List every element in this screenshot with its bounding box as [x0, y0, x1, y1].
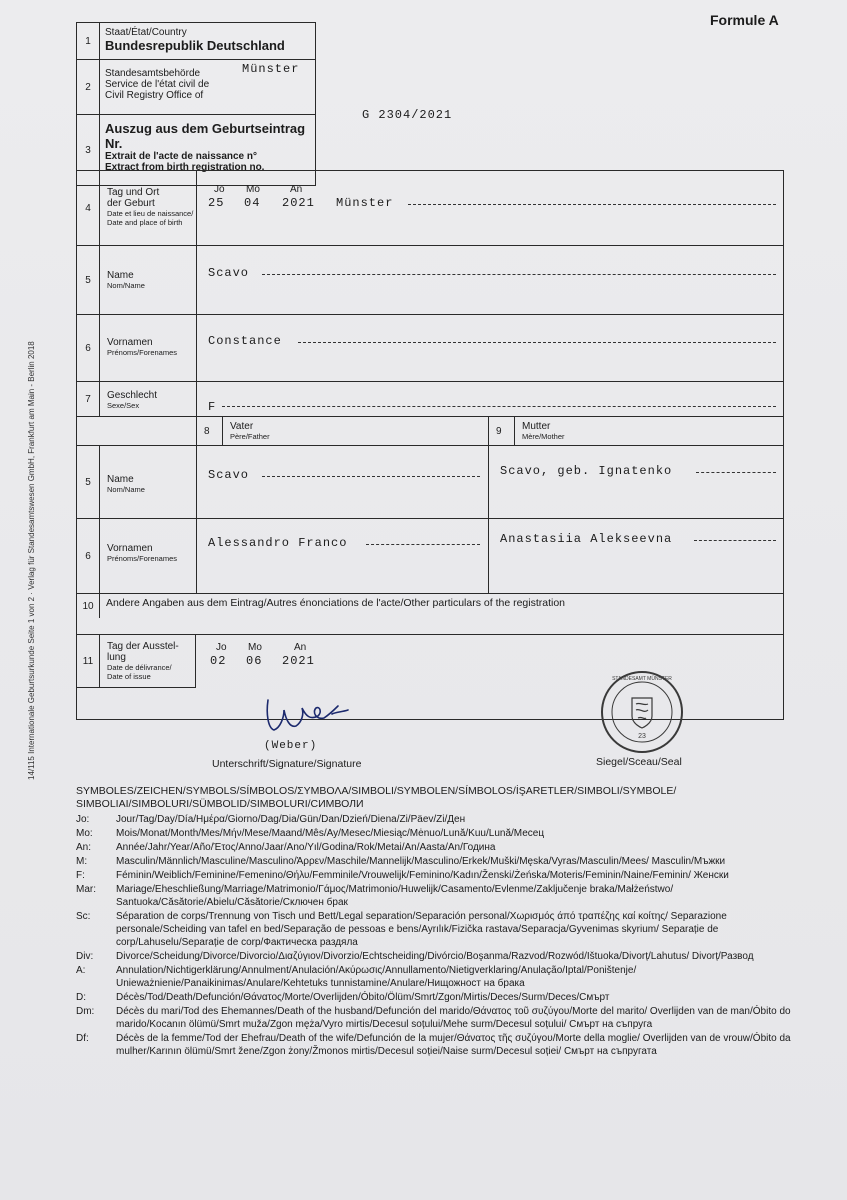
- formule-label: Formule A: [710, 12, 779, 28]
- legend-key: Mar:: [76, 884, 96, 895]
- symbols-legend: [76, 785, 796, 1059]
- row-parents-forenames: [76, 518, 784, 594]
- registry-label-fr: Service de l'état civil de: [105, 79, 210, 90]
- birth-label-de-2: der Geburt: [107, 198, 155, 209]
- row-number: 6: [77, 519, 100, 593]
- issue-label-de-1: Tag der Ausstel-: [107, 641, 179, 652]
- legend-key: Df:: [76, 1033, 89, 1044]
- row-name: [76, 245, 784, 315]
- signature-caption: Unterschrift/Signature/Signature: [212, 758, 362, 770]
- legend-value: Décès du mari/Tod des Ehemannes/Death of the husband/Defunción del marido/Θάνατος τοῦ συζύγου/Morte del marito/ Overlijden van de man/Óbito do marido/Kocanın ölümü/Smrt muža/Zgon męża/Vyro mirtis/Decesul soțului/Mehe surm/Decesul soțului/ Смърт на съпруга: [116, 1006, 791, 1030]
- registry-label-de: Standesamtsbehörde: [105, 68, 201, 79]
- birth-label-fr: Date et lieu de naissance/: [107, 209, 194, 218]
- row-number: 5: [77, 446, 100, 518]
- issue-label-en: Date of issue: [107, 672, 151, 681]
- birth-place: Münster: [336, 196, 394, 210]
- row-number: 4: [77, 171, 100, 245]
- row-number: 11: [77, 635, 100, 687]
- issue-month: 06: [246, 654, 263, 668]
- name-label: Name: [107, 270, 134, 281]
- year-header: An: [294, 642, 307, 653]
- parent-name-label-fr-en: Nom/Name: [107, 485, 145, 494]
- legend-value: Masculin/Männlich/Masculine/Masculino/Άρρεν/Maschile/Mannelijk/Masculino/Erkek/Muški/Męska/Vyras/Masculin/Mees/ Masculin/Мъжки: [116, 856, 726, 867]
- registration-label-en: Extract from birth registration no.: [105, 162, 265, 173]
- legend-key: An:: [76, 842, 92, 853]
- legend-value: Décès/Tod/Death/Defunción/Θάνατος/Morte/Overlijden/Óbito/Ölüm/Smrt/Zgon/Mirtis/Deces/Surm/Deces/Смърт: [116, 992, 610, 1003]
- parent-forenames-label-fr-en: Prénoms/Forenames: [107, 554, 178, 563]
- legend-value: Jour/Tag/Day/Día/Ημέρα/Giorno/Dag/Dia/Gün/Dan/Dzień/Diena/Zi/Päev/Zi/Ден: [116, 814, 466, 825]
- legend-item: [76, 964, 796, 990]
- birth-year: 2021: [282, 196, 315, 210]
- issue-label-fr: Date de délivrance/: [107, 663, 172, 672]
- fill-line: [408, 204, 776, 205]
- other-particulars-label: Andere Angaben aus dem Eintrag/Autres énonciations de l'acte/Other particulars of the registration: [106, 597, 566, 609]
- registration-number-value: G 2304/2021: [362, 108, 453, 122]
- issue-year: 2021: [282, 654, 315, 668]
- seal-inscription: STANDESAMT MÜNSTER: [612, 676, 672, 682]
- country-value: Bundesrepublik Deutschland: [105, 38, 285, 53]
- divider: [196, 314, 197, 382]
- legend-key: Div:: [76, 951, 94, 962]
- official-seal: [598, 668, 686, 756]
- legend-item: [76, 813, 796, 826]
- father-label: Vater: [230, 421, 254, 432]
- legend-key: M:: [76, 856, 88, 867]
- divider: [488, 416, 489, 446]
- legend-item: [76, 950, 796, 963]
- father-forenames: Alessandro Franco: [208, 536, 348, 550]
- day-header: Jo: [216, 642, 227, 653]
- divider: [196, 245, 197, 315]
- legend-value: Année/Jahr/Year/Año/Έτος/Anno/Jaar/Ano/Yıl/Godina/Rok/Metai/An/Aasta/An/Година: [116, 842, 496, 853]
- birth-month: 04: [244, 196, 261, 210]
- legend-value: Décès de la femme/Tod der Ehefrau/Death of the wife/Defunción de la mujer/Θάνατος τῆς συζύγου/Morte della moglie/ Overlijden van de vrouw/Óbito da mulher/Karının ölümü/Smrt žene/Zgon żony/Žmonos mirtis/Decesul soției/Naise surm/Decesul soției/ Смърт на съпругата: [116, 1033, 791, 1057]
- divider: [514, 416, 515, 446]
- legend-value: Mois/Monat/Month/Mes/Μήν/Mese/Maand/Mês/Ay/Mesec/Miesiąc/Mėnuo/Lună/Kuu/Lună/Месец: [116, 828, 545, 839]
- row-number: 1: [77, 23, 100, 59]
- name-label-fr-en: Nom/Name: [107, 281, 145, 290]
- legend-value: Mariage/Eheschließung/Marriage/Matrimonio/Γάμος/Matrimonio/Huwelijk/Casamento/Evlenme/Zaključenje braka/Małżeństwo/ Santuoka/Căsătorie/Abielu/Căsătorie/Сключен брак: [116, 884, 674, 908]
- row-number: 6: [77, 315, 100, 381]
- mother-label: Mutter: [522, 421, 551, 432]
- row-date-of-issue: [76, 634, 196, 688]
- issue-label-de-2: lung: [107, 652, 126, 663]
- legend-key: A:: [76, 965, 86, 976]
- legend-value: Séparation de corps/Trennung von Tisch und Bett/Legal separation/Separación personal/Χωρισμός άπό τραπέζης καί κοίτης/ Separazione personale/Scheiding van tafel en bed/Separação de pessoas e bens/Ayrılık/Fizička rastava/Separacja/Gyvenimas skyrium/ Separație de corp/Lahuselu/Separație de corp/Фактическа раздяла: [116, 911, 727, 948]
- child-surname: Scavo: [208, 266, 250, 280]
- seal-number: 23: [638, 733, 646, 740]
- forenames-label: Vornamen: [107, 337, 153, 348]
- sex-label: Geschlecht: [107, 390, 158, 401]
- fill-line: [694, 540, 776, 541]
- legend-key: Mo:: [76, 828, 93, 839]
- divider: [196, 170, 197, 246]
- legend-item: [76, 883, 796, 909]
- row-birth-date-place: [76, 170, 784, 246]
- legend-key: Sc:: [76, 911, 91, 922]
- child-forenames: Constance: [208, 334, 282, 348]
- signatory-name: (Weber): [264, 740, 318, 752]
- legend-item: [76, 855, 796, 868]
- row-number: 2: [77, 60, 100, 114]
- seal-caption: Siegel/Sceau/Seal: [596, 756, 682, 768]
- legend-item: [76, 869, 796, 882]
- row-sex: [76, 381, 784, 417]
- registry-office-value: Münster: [242, 62, 300, 76]
- certificate-form: [76, 22, 796, 792]
- mother-label-fr-en: Mère/Mother: [522, 432, 565, 441]
- birth-label-en: Date and place of birth: [107, 218, 183, 227]
- fill-line: [696, 472, 776, 473]
- row-country: [76, 22, 316, 60]
- divider: [196, 381, 197, 417]
- legend-key: D:: [76, 992, 86, 1003]
- father-label-fr-en: Père/Father: [230, 432, 270, 441]
- legend-item: [76, 827, 796, 840]
- year-header: An: [290, 184, 303, 195]
- legend-key: Jo:: [76, 814, 90, 825]
- row-number: 7: [77, 382, 100, 416]
- divider: [222, 416, 223, 446]
- month-header: Mo: [248, 642, 262, 653]
- registration-label-fr: Extrait de l'acte de naissance n°: [105, 151, 257, 162]
- legend-item: [76, 910, 796, 949]
- legend-title: SYMBOLES/ZEICHEN/SYMBOLS/SÍMBOLOS/ΣΥΜΒΟΛΑ/SIMBOLI/SYMBOLEN/SÍMBOLOS/İŞARETLER/SIMBOLI/SYMBOLE/ SIMBOLIAI/SIMBOLURI/SÜMBOLID/SIMBOLURI/СИМВОЛИ: [76, 785, 677, 810]
- legend-list: [76, 813, 796, 1058]
- row-forenames: [76, 314, 784, 382]
- legend-item: [76, 991, 796, 1004]
- side-publisher-note: 14/115 Internationale Geburtsurkunde Seite 1 von 2 · Verlag für Standesamtswesen GmbH, Frankfurt am Main - Berlin 2018: [27, 341, 36, 780]
- birth-day: 25: [208, 196, 225, 210]
- forenames-label-fr-en: Prénoms/Forenames: [107, 348, 178, 357]
- row-number: 9: [496, 426, 502, 437]
- legend-item: [76, 841, 796, 854]
- row-number: 5: [77, 246, 100, 314]
- father-surname: Scavo: [208, 468, 250, 482]
- mother-surname: Scavo, geb. Ignatenko: [500, 464, 673, 478]
- legend-value: Divorce/Scheidung/Divorce/Divorcio/Διαζύγιον/Divorzio/Echtscheiding/Divórcio/Boşanma/Razvod/Rozwód/Ištuoka/Divorț/Lahutus/ Divorț/Развод: [116, 951, 754, 962]
- birth-label-de-1: Tag und Ort: [107, 187, 160, 198]
- parent-name-label: Name: [107, 474, 134, 485]
- row-parents-header: [196, 416, 784, 446]
- fill-line: [222, 406, 776, 407]
- legend-key: Dm:: [76, 1006, 95, 1017]
- row-number: 8: [204, 426, 210, 437]
- issue-day: 02: [210, 654, 227, 668]
- fill-line: [262, 274, 776, 275]
- child-sex: F: [208, 400, 217, 414]
- day-header: Jo: [214, 184, 225, 195]
- row-number: 3: [77, 115, 100, 185]
- row-number: 10: [77, 594, 100, 618]
- sex-label-fr-en: Sexe/Sex: [107, 401, 140, 410]
- country-label: Staat/État/Country: [105, 27, 187, 38]
- legend-item: [76, 1005, 796, 1031]
- month-header: Mo: [246, 184, 260, 195]
- legend-key: F:: [76, 870, 85, 881]
- handwritten-signature: [262, 690, 352, 736]
- fill-line: [262, 476, 480, 477]
- fill-line: [298, 342, 776, 343]
- row-parents-name: [76, 445, 784, 519]
- registry-label-en: Civil Registry Office of: [105, 90, 204, 101]
- mother-forenames: Anastasiia Alekseevna: [500, 532, 673, 546]
- registration-label-de: Auszug aus dem Geburtseintrag Nr.: [105, 121, 306, 151]
- parent-forenames-label: Vornamen: [107, 543, 153, 554]
- fill-line: [366, 544, 480, 545]
- legend-item: [76, 1032, 796, 1058]
- legend-value: Féminin/Weiblich/Feminine/Femenino/Θήλυ/Femminile/Vrouwelijk/Feminino/Kadın/Ženski/Żeńska/Moteris/Feminin/Naine/Feminin/ Женски: [116, 870, 729, 881]
- legend-value: Annulation/Nichtigerklärung/Annulment/Anulación/Ακύρωσις/Annullamento/Nietigverklaring/Anulação/Iptal/Poništenje/ Unieważnienie/Panaikinimas/Anulare/Kehtetuks tunnistamine/Anulare/Нищожност на брака: [116, 965, 637, 989]
